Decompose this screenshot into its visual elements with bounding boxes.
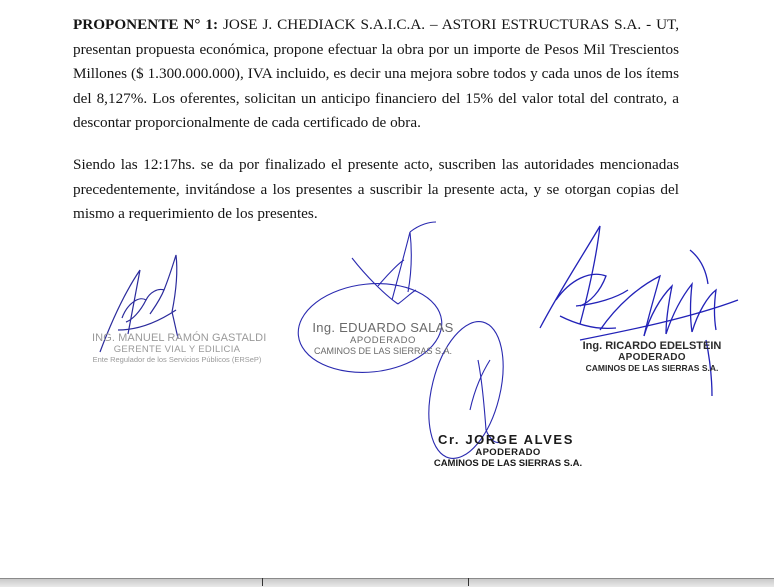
stamp-edelstein-role: APODERADO — [618, 352, 686, 363]
stamp-alves-role: APODERADO — [475, 447, 541, 458]
stamp-gastaldi — [92, 332, 267, 364]
proponente-text: JOSE J. CHEDIACK S.A.I.C.A. – ASTORI ESTRUCTURAS S.A. - UT, presentan propuesta económica, propone efectuar la obra por un importe de Pesos Mil Trescientos Millones ($ 1.300.000.000), IVA incluido, es decir una mejora sobre todos y cada unos de los ítems del 8,127%. Los oferentes, solicitan un anticipo financiero del 15% del valor total del contrato, a descontar proporcionalmente de cada certificado de obra. — [73, 16, 680, 132]
stamp-salas — [303, 320, 463, 356]
stamp-edelstein — [582, 340, 722, 373]
viewer-bottom-tick — [468, 578, 469, 586]
stamp-salas-role: APODERADO — [349, 335, 417, 346]
stamp-gastaldi-org: Ente Regulador de los Servicios Públicos (ERSeP) — [92, 355, 262, 364]
stamp-edelstein-name: Ing. RICARDO EDELSTEIN — [582, 340, 722, 352]
stamp-alves-name: Cr. JORGE ALVES — [438, 432, 574, 447]
stamp-edelstein-org: CAMINOS DE LAS SIERRAS S.A. — [585, 363, 719, 373]
paragraph-closing: Siendo las 12:17hs. se da por finalizado el presente acto, suscriben las autoridades mencionadas precedentemente, invitándose a los presentes a suscribir la presente acta, y se otorgan copias del mismo a requerimiento de los presentes. — [73, 156, 679, 223]
stamp-alves-org: CAMINOS DE LAS SIERRAS S.A. — [433, 458, 583, 469]
stamp-salas-org: CAMINOS DE LAS SIERRAS S.A. — [313, 346, 453, 356]
stamp-gastaldi-role: GERENTE VIAL Y EDILICIA — [113, 344, 241, 355]
stamp-gastaldi-name: ING. MANUEL RAMÓN GASTALDI — [92, 332, 267, 344]
stamp-alves — [432, 432, 584, 469]
viewer-bottom-tick — [262, 578, 263, 586]
stamp-salas-name: Ing. EDUARDO SALAS — [312, 320, 454, 335]
proponente-heading: PROPONENTE N° 1: — [73, 16, 219, 33]
